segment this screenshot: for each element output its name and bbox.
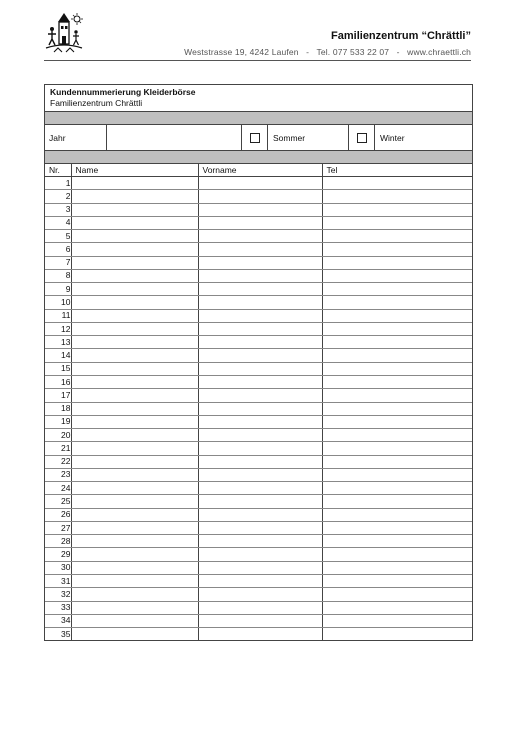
table-row — [45, 495, 472, 508]
table-row — [45, 415, 472, 428]
vorname-cell[interactable] — [198, 521, 322, 534]
tel-cell[interactable] — [322, 177, 472, 190]
season-selection-row — [45, 125, 472, 151]
table-row — [45, 177, 472, 190]
name-cell[interactable] — [71, 455, 198, 468]
tel-cell[interactable] — [322, 322, 472, 335]
row-number: 5 — [45, 230, 71, 243]
name-cell[interactable] — [71, 521, 198, 534]
tel-cell[interactable] — [322, 548, 472, 561]
tel-cell[interactable] — [322, 442, 472, 455]
table-row — [45, 256, 472, 269]
tel-cell[interactable] — [322, 614, 472, 627]
name-cell[interactable] — [71, 574, 198, 587]
name-cell[interactable] — [71, 256, 198, 269]
table-row — [45, 243, 472, 256]
gray-separator-bar — [45, 112, 472, 125]
name-cell[interactable] — [71, 296, 198, 309]
tel-cell[interactable] — [322, 601, 472, 614]
name-cell[interactable] — [71, 508, 198, 521]
vorname-cell[interactable] — [198, 495, 322, 508]
tel-cell[interactable] — [322, 309, 472, 322]
vorname-cell[interactable] — [198, 349, 322, 362]
table-row — [45, 230, 472, 243]
table-row — [45, 216, 472, 229]
row-number: 33 — [45, 601, 71, 614]
tel-cell[interactable] — [322, 429, 472, 442]
vorname-cell[interactable] — [198, 402, 322, 415]
winter-label: Winter — [380, 132, 405, 143]
name-cell[interactable] — [71, 402, 198, 415]
vorname-cell[interactable] — [198, 269, 322, 282]
vorname-cell[interactable] — [198, 256, 322, 269]
row-number: 8 — [45, 269, 71, 282]
table-row — [45, 482, 472, 495]
name-cell[interactable] — [71, 389, 198, 402]
row-number: 12 — [45, 322, 71, 335]
summer-checkbox-cell[interactable] — [242, 125, 268, 150]
tel-cell[interactable] — [322, 230, 472, 243]
tel-cell[interactable] — [322, 336, 472, 349]
vorname-cell[interactable] — [198, 429, 322, 442]
table-row — [45, 455, 472, 468]
table-row — [45, 521, 472, 534]
table-row — [45, 508, 472, 521]
table-row — [45, 349, 472, 362]
row-number: 20 — [45, 429, 71, 442]
row-number: 1 — [45, 177, 71, 190]
name-cell[interactable] — [71, 216, 198, 229]
name-cell[interactable] — [71, 442, 198, 455]
vorname-cell[interactable] — [198, 601, 322, 614]
vorname-cell[interactable] — [198, 322, 322, 335]
name-cell[interactable] — [71, 269, 198, 282]
row-number: 30 — [45, 561, 71, 574]
vorname-cell[interactable] — [198, 309, 322, 322]
row-number: 19 — [45, 415, 71, 428]
vorname-cell[interactable] — [198, 468, 322, 481]
tel-cell[interactable] — [322, 389, 472, 402]
row-number: 9 — [45, 283, 71, 296]
tel-cell[interactable] — [322, 190, 472, 203]
table-row — [45, 362, 472, 375]
organization-name: Familienzentrum “Chrättli” — [331, 30, 471, 42]
row-number: 23 — [45, 468, 71, 481]
header-divider — [44, 60, 471, 61]
vorname-cell[interactable] — [198, 389, 322, 402]
tel-cell[interactable] — [322, 508, 472, 521]
organization-address: Weststrasse 19, 4242 Laufen - Tel. 077 533 22 07 - www.chraettli.ch — [184, 47, 471, 57]
table-row — [45, 574, 472, 587]
vorname-cell[interactable] — [198, 203, 322, 216]
column-header-vorname: Vorname — [198, 164, 322, 177]
table-row — [45, 429, 472, 442]
vorname-cell[interactable] — [198, 243, 322, 256]
church-sun-logo-icon — [44, 12, 84, 56]
tel-cell[interactable] — [322, 495, 472, 508]
name-cell[interactable] — [71, 243, 198, 256]
row-number: 10 — [45, 296, 71, 309]
table-row — [45, 309, 472, 322]
vorname-cell[interactable] — [198, 482, 322, 495]
vorname-cell[interactable] — [198, 177, 322, 190]
customer-table — [45, 164, 472, 640]
table-row — [45, 442, 472, 455]
summer-label: Sommer — [268, 125, 349, 150]
name-cell[interactable] — [71, 495, 198, 508]
table-row — [45, 269, 472, 282]
name-cell[interactable] — [71, 429, 198, 442]
tel-cell[interactable] — [322, 628, 472, 641]
winter-checkbox-cell[interactable] — [349, 125, 375, 150]
tel-cell[interactable] — [322, 415, 472, 428]
year-label: Jahr — [45, 125, 107, 150]
vorname-cell[interactable] — [198, 614, 322, 627]
vorname-cell[interactable] — [198, 296, 322, 309]
gray-separator-bar — [45, 151, 472, 164]
vorname-cell[interactable] — [198, 535, 322, 548]
tel-cell[interactable] — [322, 243, 472, 256]
name-cell[interactable] — [71, 601, 198, 614]
row-number: 4 — [45, 216, 71, 229]
name-cell[interactable] — [71, 322, 198, 335]
vorname-cell[interactable] — [198, 628, 322, 641]
name-cell[interactable] — [71, 336, 198, 349]
vorname-cell[interactable] — [198, 362, 322, 375]
row-number: 31 — [45, 574, 71, 587]
form-title: Kundennummerierung Kleiderbörse — [50, 87, 196, 97]
name-cell[interactable] — [71, 588, 198, 601]
name-cell[interactable] — [71, 283, 198, 296]
row-number: 26 — [45, 508, 71, 521]
row-number: 25 — [45, 495, 71, 508]
tel-cell[interactable] — [322, 283, 472, 296]
table-row — [45, 389, 472, 402]
name-cell[interactable] — [71, 203, 198, 216]
table-row — [45, 203, 472, 216]
name-cell[interactable] — [71, 375, 198, 388]
name-cell[interactable] — [71, 535, 198, 548]
tel-cell[interactable] — [322, 468, 472, 481]
form-title-block — [45, 85, 472, 112]
row-number: 17 — [45, 389, 71, 402]
table-header-row — [45, 164, 472, 177]
name-cell[interactable] — [71, 548, 198, 561]
vorname-cell[interactable] — [198, 375, 322, 388]
tel-cell[interactable] — [322, 349, 472, 362]
vorname-cell[interactable] — [198, 508, 322, 521]
row-number: 18 — [45, 402, 71, 415]
table-row — [45, 614, 472, 627]
table-row — [45, 190, 472, 203]
table-row — [45, 561, 472, 574]
table-row — [45, 548, 472, 561]
tel-cell[interactable] — [322, 256, 472, 269]
vorname-cell[interactable] — [198, 415, 322, 428]
row-number: 7 — [45, 256, 71, 269]
name-cell[interactable] — [71, 468, 198, 481]
name-cell[interactable] — [71, 230, 198, 243]
tel-cell[interactable] — [322, 455, 472, 468]
tel-cell[interactable] — [322, 203, 472, 216]
name-cell[interactable] — [71, 561, 198, 574]
table-row — [45, 628, 472, 641]
name-cell[interactable] — [71, 614, 198, 627]
table-row — [45, 283, 472, 296]
row-number: 21 — [45, 442, 71, 455]
tel-cell[interactable] — [322, 482, 472, 495]
row-number: 2 — [45, 190, 71, 203]
column-header-tel: Tel — [322, 164, 472, 177]
row-number: 24 — [45, 482, 71, 495]
row-number: 28 — [45, 535, 71, 548]
table-row — [45, 535, 472, 548]
column-header-name: Name — [71, 164, 198, 177]
tel-cell[interactable] — [322, 402, 472, 415]
row-number: 13 — [45, 336, 71, 349]
row-number: 34 — [45, 614, 71, 627]
table-row — [45, 336, 472, 349]
vorname-cell[interactable] — [198, 561, 322, 574]
name-cell[interactable] — [71, 482, 198, 495]
tel-cell[interactable] — [322, 521, 472, 534]
name-cell[interactable] — [71, 349, 198, 362]
vorname-cell[interactable] — [198, 574, 322, 587]
name-cell[interactable] — [71, 309, 198, 322]
name-cell[interactable] — [71, 177, 198, 190]
vorname-cell[interactable] — [198, 216, 322, 229]
table-row — [45, 375, 472, 388]
tel-cell[interactable] — [322, 269, 472, 282]
table-row — [45, 322, 472, 335]
row-number: 6 — [45, 243, 71, 256]
table-row — [45, 296, 472, 309]
table-row — [45, 468, 472, 481]
tel-cell[interactable] — [322, 535, 472, 548]
vorname-cell[interactable] — [198, 442, 322, 455]
row-number: 27 — [45, 521, 71, 534]
vorname-cell[interactable] — [198, 336, 322, 349]
row-number: 3 — [45, 203, 71, 216]
row-number: 14 — [45, 349, 71, 362]
vorname-cell[interactable] — [198, 190, 322, 203]
name-cell[interactable] — [71, 628, 198, 641]
row-number: 22 — [45, 455, 71, 468]
name-cell[interactable] — [71, 190, 198, 203]
table-row — [45, 588, 472, 601]
table-row — [45, 402, 472, 415]
form-subtitle: Familienzentrum Chrättli — [50, 98, 143, 108]
row-number: 32 — [45, 588, 71, 601]
tel-cell[interactable] — [322, 588, 472, 601]
tel-cell[interactable] — [322, 375, 472, 388]
vorname-cell[interactable] — [198, 455, 322, 468]
vorname-cell[interactable] — [198, 230, 322, 243]
tel-cell[interactable] — [322, 561, 472, 574]
tel-cell[interactable] — [322, 574, 472, 587]
table-row — [45, 601, 472, 614]
vorname-cell[interactable] — [198, 588, 322, 601]
row-number: 35 — [45, 628, 71, 641]
customer-numbering-form — [44, 84, 473, 641]
vorname-cell[interactable] — [198, 283, 322, 296]
row-number: 29 — [45, 548, 71, 561]
row-number: 15 — [45, 362, 71, 375]
summer-checkbox[interactable] — [250, 133, 260, 143]
tel-cell[interactable] — [322, 362, 472, 375]
year-field[interactable] — [107, 125, 242, 150]
tel-cell[interactable] — [322, 296, 472, 309]
tel-cell[interactable] — [322, 216, 472, 229]
column-header-nr: Nr. — [45, 164, 71, 177]
name-cell[interactable] — [71, 415, 198, 428]
row-number: 16 — [45, 375, 71, 388]
row-number: 11 — [45, 309, 71, 322]
name-cell[interactable] — [71, 362, 198, 375]
vorname-cell[interactable] — [198, 548, 322, 561]
winter-checkbox[interactable] — [357, 133, 367, 143]
